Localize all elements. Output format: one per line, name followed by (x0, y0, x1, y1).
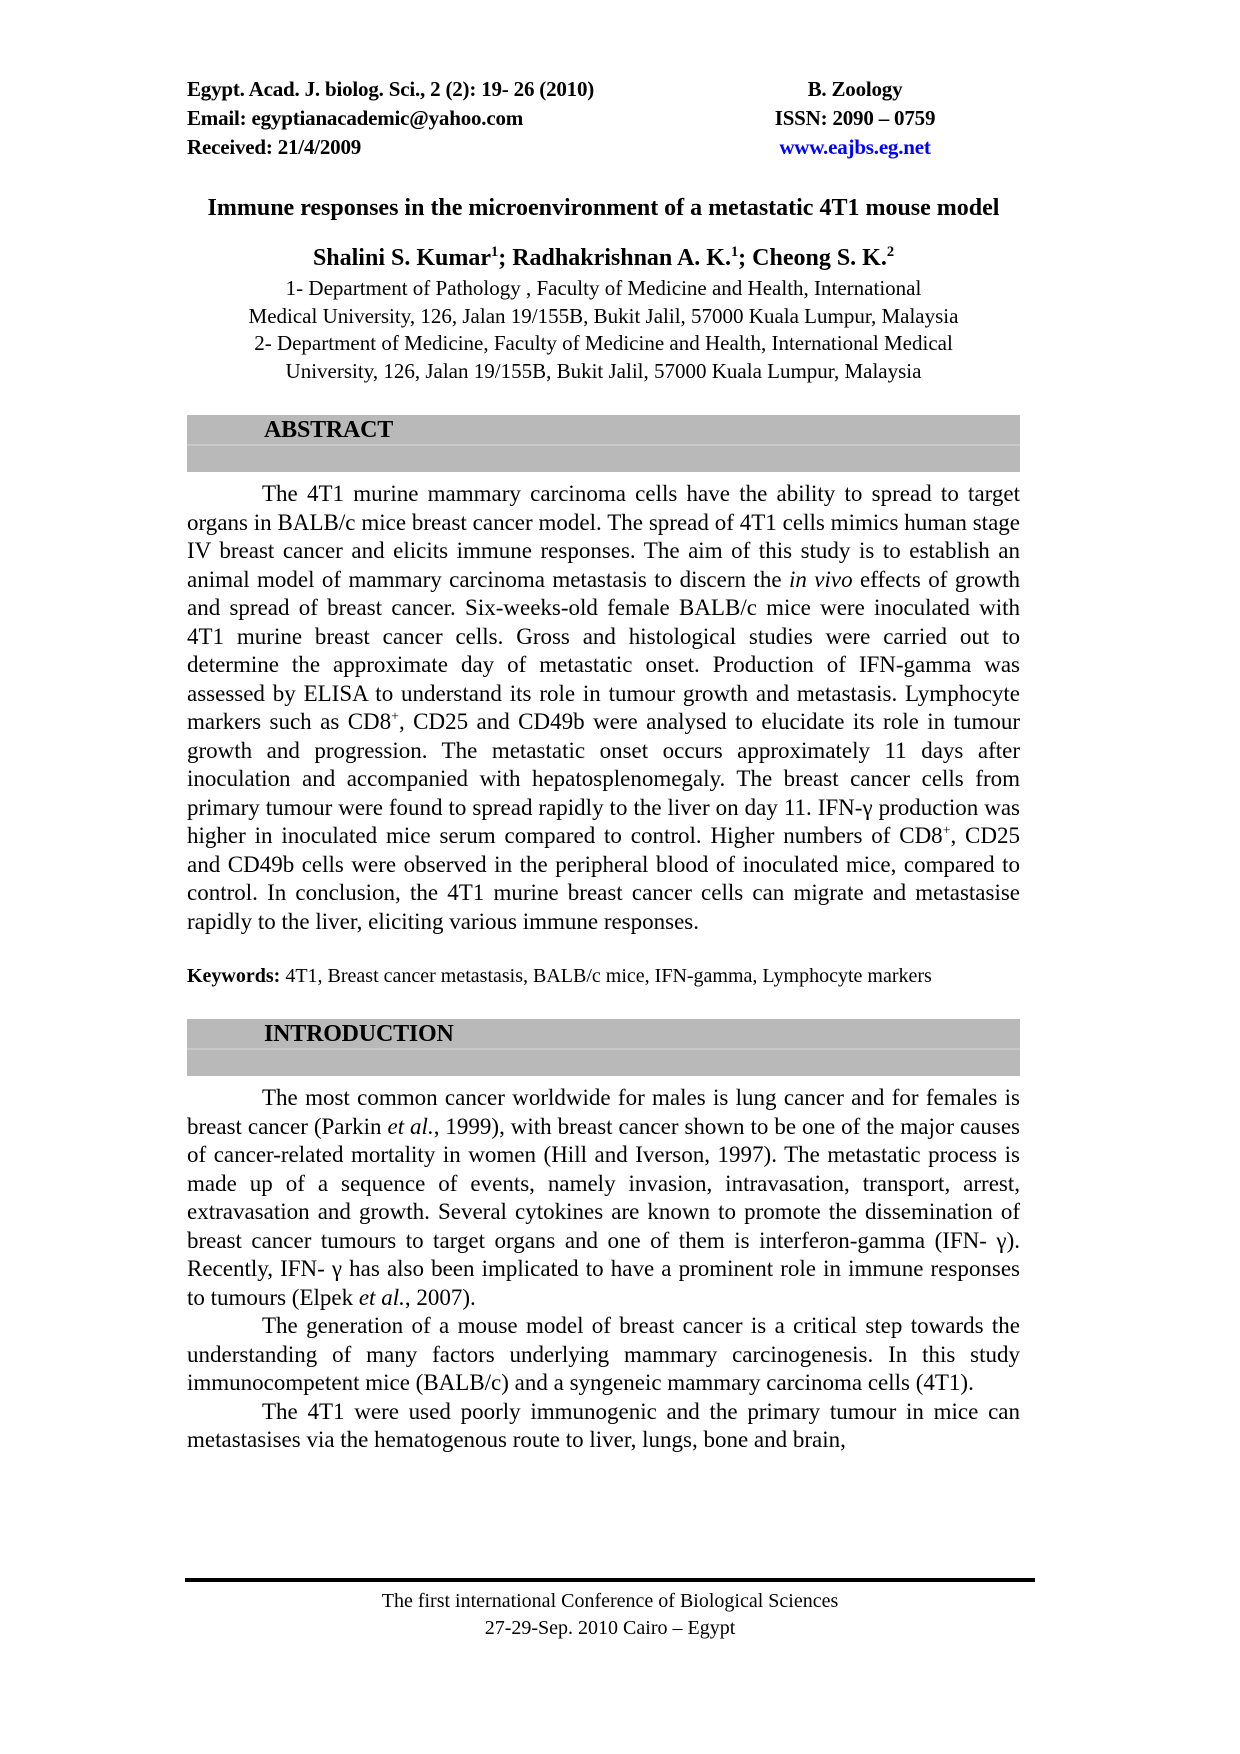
abstract-section-header (187, 415, 1020, 472)
text-segment: , 1999), with breast cancer shown to be one of the major causes of cancer-related mortality in women (Hill and Iverson, 1997). The metastatic process is made up of a sequence of events, namely invasion, intravasation, transport, arrest, extravasation and growth. Several cytokines are known to promote the dissemination of breast cancer tumours to target organs and one of them is interferon-gamma (IFN- γ). Recently, IFN- γ has also been implicated to have a prominent role in immune responses to tumours (Elpek (187, 1113, 1020, 1310)
footer-date-line: 27-29-Sep. 2010 Cairo – Egypt (484, 1617, 736, 1639)
text-segment: The generation of a mouse model of breast cancer is a critical step towards the understanding of many factors underlying mammary carcinogenesis. In this study immunocompetent mice (BALB/c) and a syngeneic mammary carcinoma cells (4T1). (187, 1313, 1020, 1395)
affiliation-line: 2- Department of Medicine, Faculty of Medicine and Health, International Medical (254, 331, 953, 355)
text-segment: ; Cheong S. K. (738, 245, 887, 271)
text-segment: 1 (491, 244, 499, 260)
journal-email-line: Email: egyptianacademic@yahoo.com (187, 106, 524, 130)
text-segment: , CD25 and CD49b were analysed to elucidate its role in tumour growth and progression. The metastatic onset occurs approximately 11 days after inoculation and accompanied with hepatosplenomegaly. The breast cancer cells from primary tumour were found to spread rapidly to the liver on day 11. IFN-γ production was higher in inoculated mice serum compared to control. Higher numbers of CD8 (187, 709, 1020, 848)
text-segment: , 2007). (404, 1284, 476, 1310)
introduction-paragraph (187, 1312, 1020, 1398)
text-segment: effects of growth and spread of breast cancer. Six-weeks-old female BALB/c mice were inoculated with 4T1 murine breast cancer cells. Gross and histological studies were carried out to determine the approximate day of metastatic onset. Production of IFN-gamma was assessed by ELISA to understand its role in tumour growth and metastasis. Lymphocyte markers such as CD8 (187, 566, 1021, 734)
authors-line (187, 243, 1020, 273)
page-content (187, 75, 1020, 1455)
issn-label: ISSN: 2090 – 0759 (774, 106, 936, 130)
journal-header (187, 75, 1020, 162)
keywords-label: Keywords: (187, 965, 281, 987)
affiliation-line: University, 126, Jalan 19/155B, Bukit Jalil, 57000 Kuala Lumpur, Malaysia (285, 358, 922, 383)
text-segment: The most common cancer worldwide for males is lung cancer and for females is breast cancer (Parkin (187, 1085, 1020, 1139)
text-segment: Shalini S. Kumar (312, 245, 491, 271)
affiliation-line: Medical University, 126, Jalan 19/155B, Bukit Jalil, 57000 Kuala Lumpur, Malaysia (248, 303, 959, 328)
text-segment: , CD25 and CD49b cells were observed in the peripheral blood of inoculated mice, compared to control. In conclusion, the 4T1 murine breast cancer cells can migrate and metastasise rapidly to the liver, eliciting various immune responses. (187, 823, 1021, 934)
text-segment: + (391, 708, 399, 724)
text-segment: et al. (387, 1113, 434, 1139)
introduction-heading-label: INTRODUCTION (264, 1021, 454, 1047)
article-title: Immune responses in the microenvironment of a metastatic 4T1 mouse model (207, 195, 1000, 221)
journal-header-right (690, 75, 1020, 162)
text-segment: The 4T1 were used poorly immunogenic and the primary tumour in mice can metastasises via the hematogenous route to liver, lungs, bone and brain, (187, 1398, 1020, 1452)
introduction-paragraph (187, 1398, 1020, 1455)
text-segment: 2 (886, 244, 895, 260)
journal-section-label: B. Zoology (807, 77, 903, 101)
page-footer (185, 1578, 1035, 1642)
text-segment: + (942, 822, 951, 838)
keywords-line (187, 964, 1020, 989)
received-date-line: Received: 21/4/2009 (187, 135, 362, 159)
journal-website-link[interactable]: www.eajbs.eg.net (779, 135, 931, 159)
journal-header-left (187, 75, 690, 162)
footer-conference-line: The first international Conference of Biological Sciences (381, 1590, 839, 1612)
journal-citation-line: Egypt. Acad. J. biolog. Sci., 2 (2): 19- 26 (2010) (187, 77, 595, 101)
text-segment: The 4T1 murine mammary carcinoma cells have the ability to spread to target organs in BALB/c mice breast cancer model. The spread of 4T1 cells mimics human stage IV breast cancer and elicits immune responses. The aim of this study is to establish an animal model of mammary carcinoma metastasis to discern the (187, 481, 1020, 592)
text-segment: in vivo (788, 566, 853, 592)
keywords-text: 4T1, Breast cancer metastasis, BALB/c mice, IFN-gamma, Lymphocyte markers (280, 965, 932, 987)
introduction-section-header (187, 1019, 1020, 1076)
text-segment: et al. (358, 1284, 405, 1310)
text-segment: ; Radhakrishnan A. K. (498, 245, 731, 271)
abstract-heading-label: ABSTRACT (264, 417, 394, 443)
text-segment: 1 (730, 244, 739, 260)
introduction-paragraph (187, 1084, 1020, 1312)
affiliation-line: 1- Department of Pathology , Faculty of Medicine and Health, International (285, 276, 922, 300)
abstract-body (187, 480, 1020, 936)
affiliations-block (187, 275, 1020, 385)
